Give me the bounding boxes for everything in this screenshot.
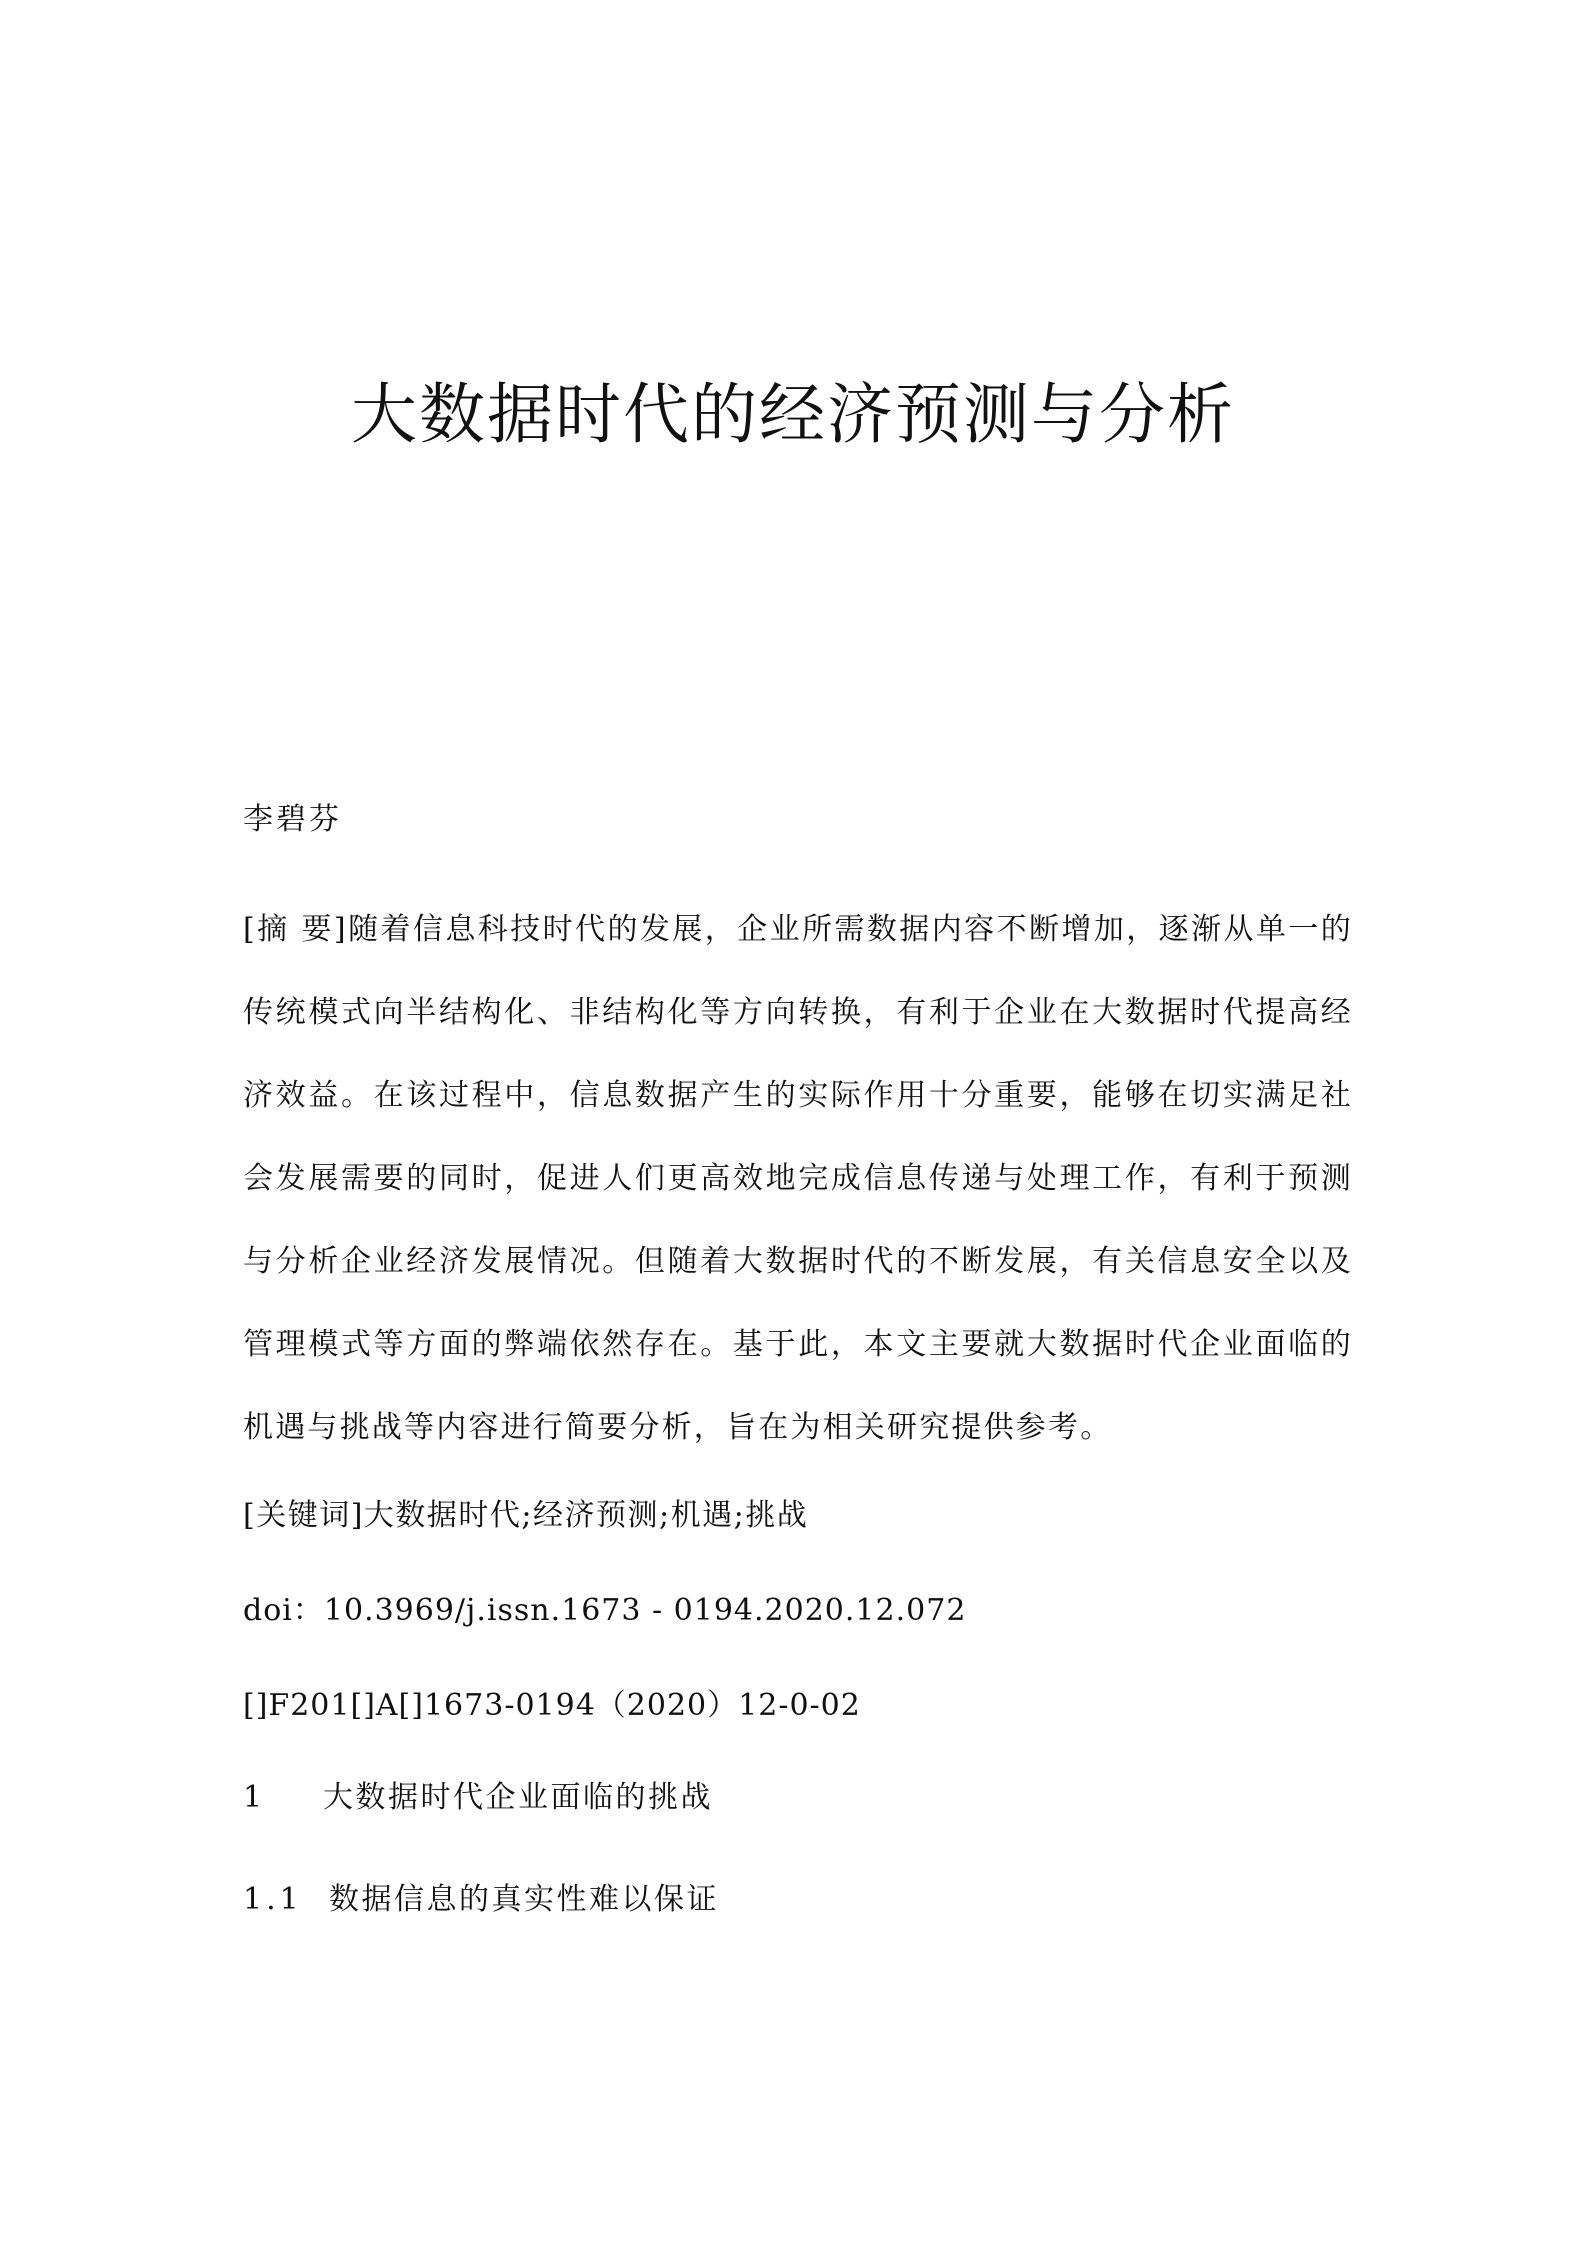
section-heading-1 bbox=[243, 1778, 713, 1818]
section-title: 数据信息的真实性难以保证 bbox=[329, 1882, 719, 1917]
classification-line: []F201[]A[]1673-0194（2020）12-0-02 bbox=[243, 1688, 861, 1723]
section-number: 1 bbox=[243, 1780, 263, 1815]
section-title: 大数据时代企业面临的挑战 bbox=[323, 1780, 713, 1815]
document-title: 大数据时代的经济预测与分析 bbox=[351, 376, 1235, 453]
abstract-paragraph: [摘 要]随着信息科技时代的发展，企业所需数据内容不断增加，逐渐从单一的传统模式向半结构化、非结构化等方向转换，有利于企业在大数据时代提高经济效益。在该过程中，信息数据产生的实际作用十分重要，能够在切实满足社会发展需要的同时，促进人们更高效地完成信息传递与处理工作，有利于预测与分析企业经济发展情况。但随着大数据时代的不断发展，有关信息安全以及管理模式等方面的弊端依然存在。基于此，本文主要就大数据时代企业面临的机遇与挑战等内容进行简要分析，旨在为相关研究提供参考。 bbox=[243, 912, 1353, 1445]
section-number: 1.1 bbox=[243, 1882, 303, 1917]
author-name: 李碧芬 bbox=[243, 802, 342, 837]
section-heading-1-1 bbox=[243, 1880, 719, 1920]
doi-line: doi：10.3969/j.issn.1673 - 0194.2020.12.072 bbox=[243, 1593, 967, 1628]
keywords-line: [关键词]大数据时代;经济预测;机遇;挑战 bbox=[243, 1498, 809, 1533]
